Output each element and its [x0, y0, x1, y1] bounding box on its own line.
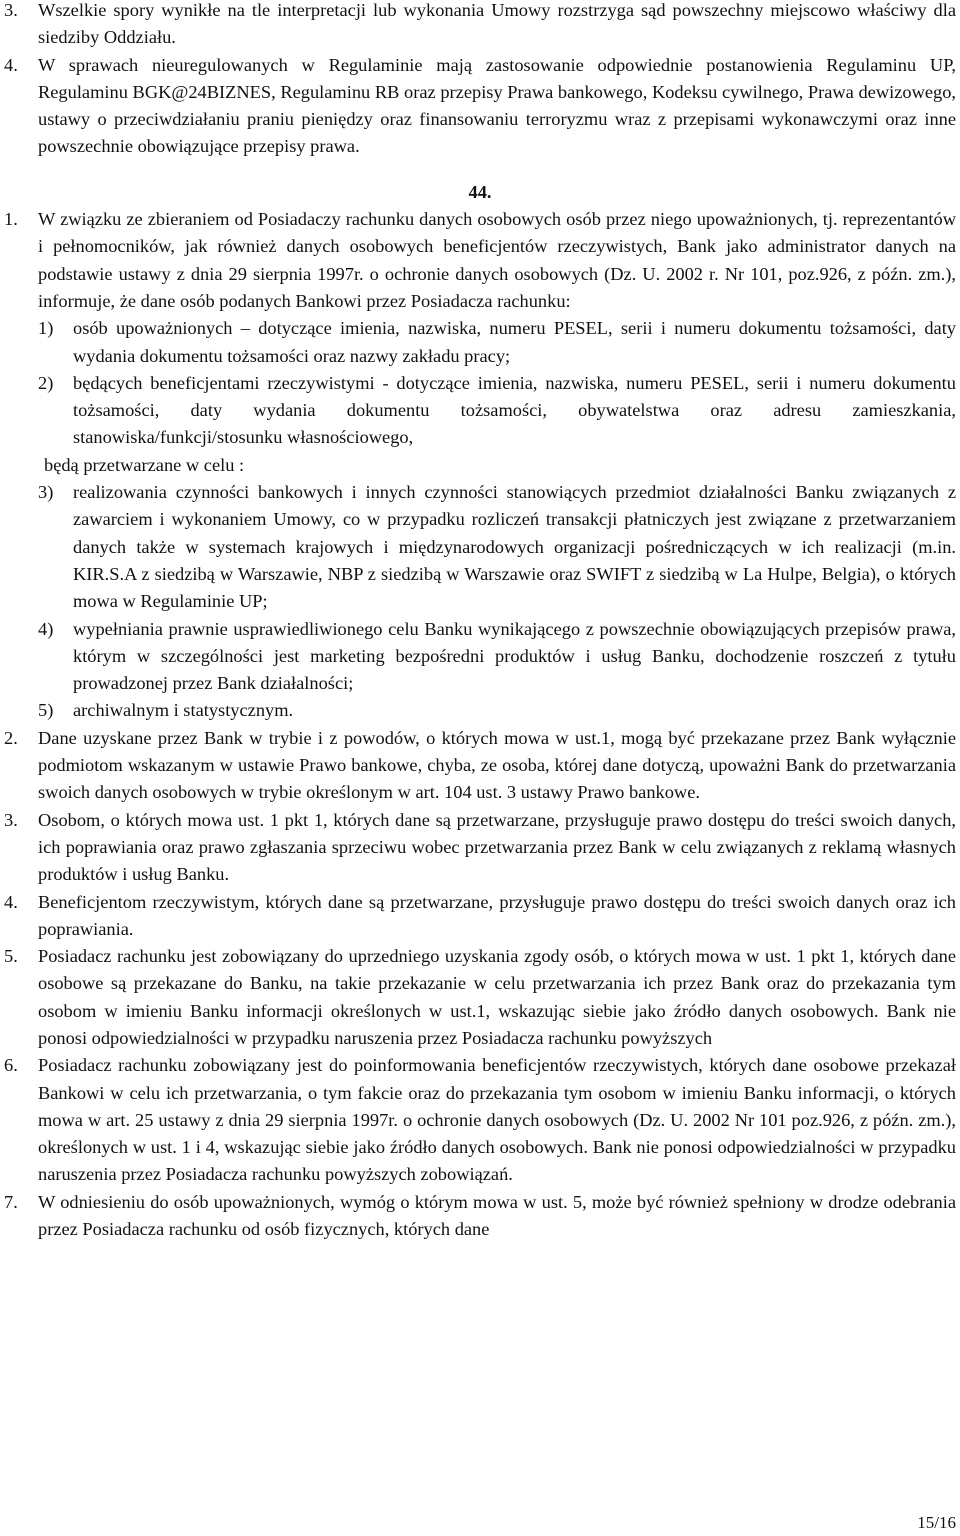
paragraph-number: 3.: [4, 809, 18, 830]
subpoint-2: [0, 370, 956, 452]
subpoint-number: 3): [38, 482, 54, 503]
paragraph-text: Posiadacz rachunku jest zobowiązany do uprzedniego uzyskania zgody osób, o których mowa w ust. 1 pkt 1, których dane osobowe są przekazane do Banku, na takie przekazanie w celu przetwarzania ich przez Bank oraz do przekazania tym osobom w imieniu Banku informacji określonych w ust.1, wskazując siebie jako źródło danych osobowych. Bank nie ponosi odpowiedzialności w przypadku naruszenia przez Posiadacza rachunku powyższych: [38, 946, 956, 1048]
subpoint-text: archiwalnym i statystycznym.: [73, 700, 294, 721]
paragraph-text: W odniesieniu do osób upoważnionych, wymóg o którym mowa w ust. 5, może być również spełniony w drodze odebrania przez Posiadacza rachunku od osób fizycznych, których dane: [38, 1191, 956, 1240]
clause-3: [0, 0, 956, 52]
paragraph-intro: W związku ze zbieraniem od Posiadaczy rachunku danych osobowych osób przez niego upoważnionych, tj. reprezentantów i pełnomocników, jak również danych osobowych beneficjentów rzeczywistych, Bank jako administrator danych na podstawie ustawy z dnia 29 sierpnia 1997r. o ochronie danych osobowych (Dz. U. 2002 r. Nr 101, poz.926, z późn. zm.), informuje, że dane osób podanych Bankowi przez Posiadacza rachunku:: [38, 209, 956, 311]
paragraph-text: Beneficjentom rzeczywistym, których dane są przetwarzane, przysługuje prawo dostępu do treści swoich danych oraz ich poprawiania.: [38, 891, 956, 939]
purpose-intro: będą przetwarzane w celu :: [44, 454, 245, 475]
paragraph-text: Posiadacz rachunku zobowiązany jest do poinformowania beneficjentów rzeczywistych, których dane osobowe przekazał Bankowi w celu ich przetwarzania, o tym fakcie oraz do przekazania tym osobom w imieniu Banku informacji, o których mowa w art. 25 ustawy z dnia 29 sierpnia 1997r. o ochronie danych osobowych (Dz. U. 2002 Nr 101 poz.926, z późn. zm.), określonych w ust. 1 i 4, wskazując siebie jako źródło danych osobowych. Bank nie ponosi odpowiedzialności w przypadku naruszenia przez Posiadacza rachunku powyższych zobowiązań.: [38, 1055, 956, 1185]
paragraph-3: [0, 807, 956, 889]
clause-text: Wszelkie spory wynikłe na tle interpretacji lub wykonania Umowy rozstrzyga sąd powszechny miejscowo właściwy dla siedziby Oddziału.: [38, 0, 956, 48]
paragraph-text: Osobom, o których mowa ust. 1 pkt 1, których dane są przetwarzane, przysługuje prawo dostępu do treści swoich danych, ich poprawiania oraz prawo zgłaszania sprzeciwu wobec przetwarzania przez Bank w celu związanych z reklamą własnych produktów i usług Banku.: [38, 809, 956, 885]
paragraph-7: [0, 1189, 956, 1244]
page-number: 15/16: [917, 1513, 956, 1532]
subpoint-number: 4): [38, 618, 54, 639]
subpoint-1: [0, 315, 956, 370]
subpoint-3: [0, 479, 956, 615]
clause-number: 3.: [4, 0, 18, 20]
clause-4: [0, 52, 956, 161]
clause-text: W sprawach nieuregulowanych w Regulaminie mają zastosowanie odpowiednie postanowienia Regulaminu UP, Regulaminu BGK@24BIZNES, Regulaminu RB oraz przepisy Prawa bankowego, Kodeksu cywilnego, Prawa dewizowego, ustawy o przeciwdziałaniu praniu pieniędzy oraz finansowaniu terroryzmu wraz z przepisami wykonawczymi oraz inne powszechnie obowiązujące przepisy prawa.: [38, 54, 956, 157]
paragraph-number: 5.: [4, 946, 18, 967]
section-heading: 44.: [468, 181, 492, 202]
paragraph-2: [0, 725, 956, 807]
clause-number: 4.: [4, 54, 18, 75]
paragraph-number: 6.: [4, 1055, 18, 1076]
paragraph-number: 2.: [4, 727, 18, 748]
paragraph-text: Dane uzyskane przez Bank w trybie i z powodów, o których mowa w ust.1, mogą być przekazane przez Bank wyłącznie podmiotom wskazanym w ustawie Prawo bankowe, chyba, ze osoba, której dane dotyczą, upoważni Bank do przetwarzania swoich danych osobowych w trybie określonym w art. 104 ust. 3 ustawy Prawo bankowe.: [38, 727, 956, 803]
subpoint-text: wypełniania prawnie usprawiedliwionego celu Banku wynikającego z powszechnie obowiązujących przepisów prawa, którym w szczególności jest marketing bezpośredni produktów i usług Banku, dochodzenie roszczeń z tytułu prowadzonej przez Bank działalności;: [73, 618, 956, 694]
paragraph-6: [0, 1052, 956, 1188]
paragraph-5: [0, 943, 956, 1052]
paragraph-number: 4.: [4, 891, 18, 912]
paragraph-4: [0, 889, 956, 944]
subpoint-4: [0, 616, 956, 698]
paragraph-number: 7.: [4, 1191, 18, 1212]
paragraph-number: 1.: [4, 209, 18, 230]
subpoint-text: będących beneficjentami rzeczywistymi - dotyczące imienia, nazwiska, numeru PESEL, serii i numeru dokumentu tożsamości, daty wydania dokumentu tożsamości, obywatelstwa oraz adresu zamieszkania, stanowiska/funkcji/stosunku własnościowego,: [73, 372, 956, 448]
subpoint-number: 1): [38, 318, 54, 339]
subpoint-5: [0, 697, 956, 724]
subpoint-text: realizowania czynności bankowych i innych czynności stanowiących przedmiot działalności Banku związanych z zawarciem i wykonaniem Umowy, co w przypadku rozliczeń transakcji płatniczych jest związane z przetwarzaniem danych także w systemach krajowych i międzynarodowych organizacji pośredniczących w ich realizacji (m.in. KIR.S.A z siedzibą w Warszawie, NBP z siedzibą w Warszawie oraz SWIFT z siedzibą w La Hulpe, Belgia), o których mowa w Regulaminie UP;: [73, 482, 956, 612]
subpoint-number: 5): [38, 700, 54, 721]
subpoint-text: osób upoważnionych – dotyczące imienia, nazwiska, numeru PESEL, serii i numeru dokumentu tożsamości, daty wydania dokumentu tożsamości oraz nazwy zakładu pracy;: [73, 318, 956, 366]
subpoint-number: 2): [38, 372, 54, 393]
paragraph-1: [0, 206, 956, 315]
